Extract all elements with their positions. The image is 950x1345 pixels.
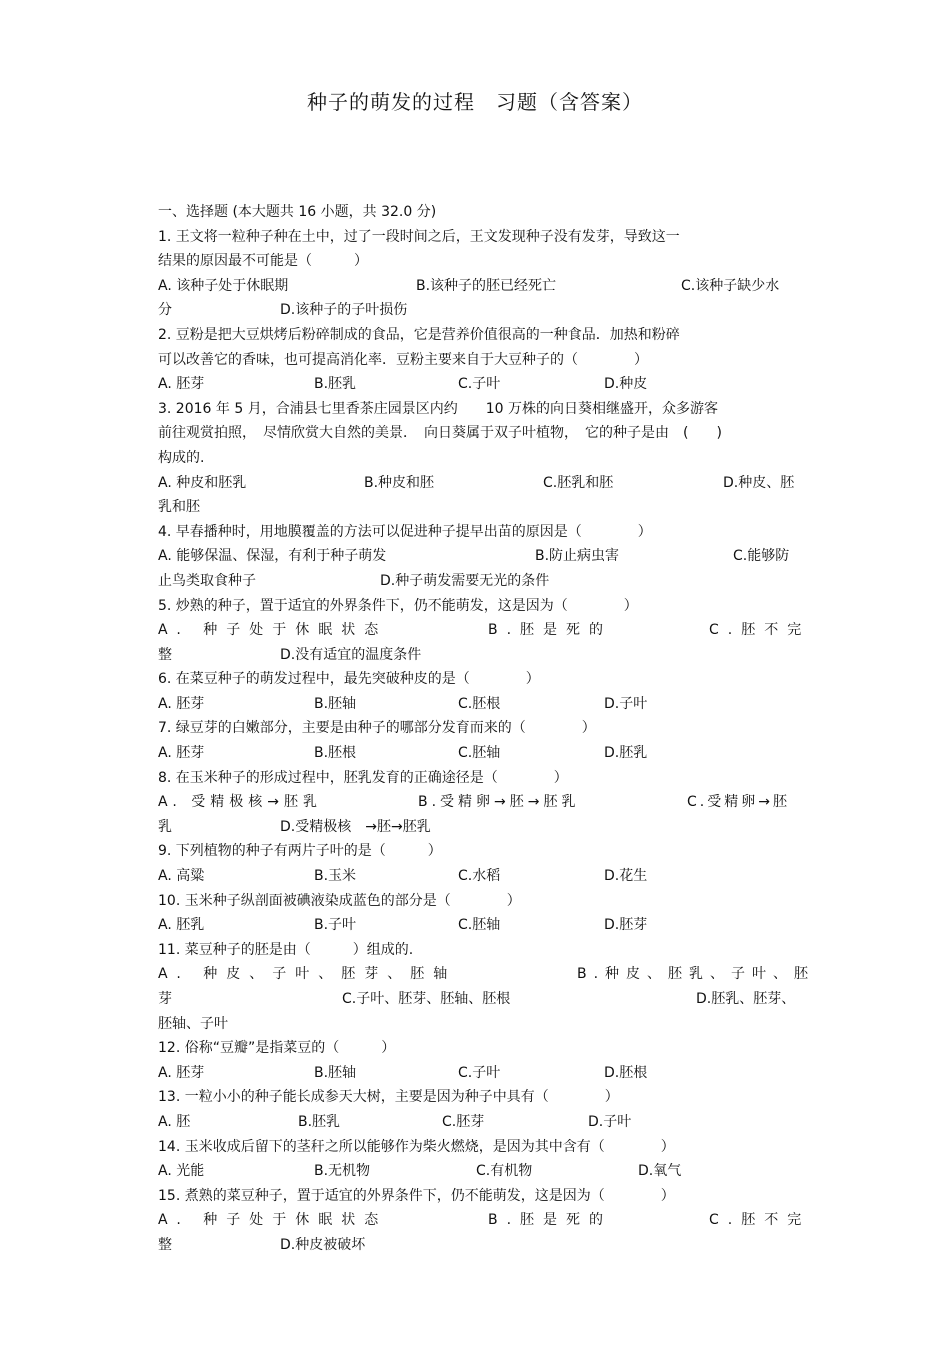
option-continuation: 乳 xyxy=(158,818,172,835)
option-continuation: 整 xyxy=(158,1236,172,1253)
option-a: A. 种子处于休眠状态 xyxy=(158,622,388,639)
option-c: C.该种子缺少水 xyxy=(681,277,780,294)
option-a: A. 受精极核→胚乳 xyxy=(158,794,322,811)
options-row xyxy=(158,1012,794,1037)
option-d: D.花生 xyxy=(604,868,648,885)
question-stem: 前往观赏拍照， 尽情欣赏大自然的美景． 向日葵属于双子叶植物， 它的种子是由 ( ) xyxy=(158,425,722,442)
option-c: C.受精卵→胚 xyxy=(687,794,790,811)
option-c: C.胚轴 xyxy=(458,917,501,934)
option-c: C.水稻 xyxy=(458,868,501,885)
option-c: C.胚根 xyxy=(458,695,501,712)
options-row xyxy=(158,471,794,496)
question-stem: 构成的. xyxy=(158,449,205,466)
option-a: A. 高粱 xyxy=(158,868,205,885)
options-row xyxy=(158,643,794,668)
options-row xyxy=(158,372,794,397)
option-continuation: 分 xyxy=(158,302,172,319)
option-c: C.能够防 xyxy=(733,548,790,565)
question-stem: 1. 王文将一粒种子种在土中，过了一段时间之后，王文发现种子没有发芽，导致这一 xyxy=(158,228,680,245)
option-c: C.胚不完 xyxy=(709,622,811,639)
question-stem: 7. 绿豆芽的白嫩部分，主要是由种子的哪部分发育而来的（ ） xyxy=(158,720,596,737)
option-continuation: 芽 xyxy=(158,991,172,1007)
question-stem: 12. 俗称“豆瓣”是指菜豆的（ ） xyxy=(158,1040,396,1057)
options-row xyxy=(158,495,794,520)
page-title: 种子的萌发的过程 习题（含答案） xyxy=(307,90,643,114)
options-row xyxy=(158,1061,794,1086)
option-a: A. 胚芽 xyxy=(158,745,205,762)
option-d: D.种皮 xyxy=(604,376,648,393)
option-b: B.无机物 xyxy=(314,1163,371,1180)
option-b: B.该种子的胚已经死亡 xyxy=(416,277,557,294)
option-c: C.子叶 xyxy=(458,376,501,393)
option-b: B.胚轴 xyxy=(314,695,357,712)
option-c: C.胚芽 xyxy=(442,1113,485,1130)
option-d: D.胚根 xyxy=(604,1064,648,1081)
option-d: D.氧气 xyxy=(638,1163,682,1180)
option-c: C.有机物 xyxy=(476,1163,533,1180)
option-a: A. 种皮和胚乳 xyxy=(158,474,247,491)
option-a: A. 胚 xyxy=(158,1113,191,1130)
option-b: B.胚轴 xyxy=(314,1064,357,1081)
question-stem: 3. 2016 年 5 月，合浦县七里香茶庄园景区内约 10 万株的向日葵相继盛开，众多游客 xyxy=(158,400,718,417)
question-stem: 6. 在菜豆种子的萌发过程中，最先突破种皮的是（ ） xyxy=(158,671,540,688)
options-row xyxy=(158,544,794,569)
options-row xyxy=(158,962,816,987)
option-b: B.胚乳 xyxy=(314,376,357,393)
question-stem: 2. 豆粉是把大豆烘烤后粉碎制成的食品，它是营养价值很高的一种食品．加热和粉碎 xyxy=(158,326,680,343)
option-continuation: 整 xyxy=(158,646,172,663)
option-a: A. 种皮、子叶、胚芽、胚轴 xyxy=(158,966,457,983)
option-a: A. 该种子处于休眠期 xyxy=(158,277,289,294)
option-d: D.受精极核 →胚→胚乳 xyxy=(280,818,431,835)
option-c: C.胚乳和胚 xyxy=(543,474,614,491)
options-row xyxy=(158,790,794,815)
option-b: B.玉米 xyxy=(314,868,357,885)
option-c: C.子叶、胚芽、胚轴、胚根 xyxy=(342,991,511,1007)
question-stem: 9. 下列植物的种子有两片子叶的是（ ） xyxy=(158,843,442,860)
option-d: D.子叶 xyxy=(588,1113,632,1130)
option-c: C.子叶 xyxy=(458,1064,501,1081)
option-b: B.种皮、胚乳、子叶、胚 xyxy=(577,966,816,983)
option-a: A. 种子处于休眠状态 xyxy=(158,1212,388,1229)
options-row xyxy=(158,1159,794,1184)
question-stem: 结果的原因最不可能是（ ） xyxy=(158,253,368,270)
option-b: B.种皮和胚 xyxy=(364,474,435,491)
options-row xyxy=(158,1208,811,1233)
question-stem: 10. 玉米种子纵剖面被碘液染成蓝色的部分是（ ） xyxy=(158,892,521,909)
option-b: B.受精卵→胚→胚乳 xyxy=(418,794,580,811)
options-row xyxy=(158,569,794,594)
options-row xyxy=(158,987,794,1012)
options-row xyxy=(158,815,794,840)
option-a: A. 胚芽 xyxy=(158,695,205,712)
option-continuation: 乳和胚 xyxy=(158,499,200,516)
option-b: B.子叶 xyxy=(314,917,357,934)
options-row xyxy=(158,1233,794,1258)
option-continuation: 胚轴、子叶 xyxy=(158,1015,228,1032)
option-c: C.胚不完 xyxy=(709,1212,811,1229)
question-stem: 8. 在玉米种子的形成过程中，胚乳发育的正确途径是（ ） xyxy=(158,769,568,786)
option-d: D.没有适宜的温度条件 xyxy=(280,646,422,663)
question-stem: 13. 一粒小小的种子能长成参天大树，主要是因为种子中具有（ ） xyxy=(158,1089,619,1106)
question-stem: 5. 炒熟的种子，置于适宜的外界条件下，仍不能萌发，这是因为（ ） xyxy=(158,597,638,614)
option-a: A. 胚芽 xyxy=(158,1064,205,1081)
option-b: B.胚乳 xyxy=(298,1113,341,1130)
options-row xyxy=(158,864,794,889)
options-row xyxy=(158,913,794,938)
option-b: B.防止病虫害 xyxy=(535,548,620,565)
options-row xyxy=(158,298,794,323)
option-d: D.胚芽 xyxy=(604,917,648,934)
option-b: B.胚是死的 xyxy=(488,1212,613,1229)
option-d: D.种皮被破坏 xyxy=(280,1236,366,1253)
question-stem: 14. 玉米收成后留下的茎秆之所以能够作为柴火燃烧，是因为其中含有（ ） xyxy=(158,1138,675,1155)
option-d: D.该种子的子叶损伤 xyxy=(280,302,408,319)
options-row xyxy=(158,741,794,766)
option-d: D.种皮、胚 xyxy=(723,474,795,491)
option-d: D.子叶 xyxy=(604,695,648,712)
option-continuation: 止鸟类取食种子 xyxy=(158,572,256,589)
option-a: A. 胚乳 xyxy=(158,917,205,934)
option-a: A. 光能 xyxy=(158,1163,205,1180)
option-a: A. 胚芽 xyxy=(158,376,205,393)
option-d: D.胚乳、胚芽、 xyxy=(696,991,796,1007)
question-stem: 11. 菜豆种子的胚是由（ ）组成的. xyxy=(158,941,414,958)
options-row xyxy=(158,1110,794,1135)
options-row xyxy=(158,274,794,299)
options-row xyxy=(158,692,794,717)
option-d: D.胚乳 xyxy=(604,745,648,762)
option-d: D.种子萌发需要无光的条件 xyxy=(380,572,550,589)
option-b: B.胚是死的 xyxy=(488,622,613,639)
option-c: C.胚轴 xyxy=(458,745,501,762)
options-row xyxy=(158,618,811,643)
section-header: 一、选择题 (本大题共 16 小题，共 32.0 分) xyxy=(158,204,437,220)
question-list xyxy=(158,200,816,1258)
question-stem: 4. 早春播种时，用地膜覆盖的方法可以促进种子提早出苗的原因是（ ） xyxy=(158,523,652,540)
question-stem: 可以改善它的香味，也可提高消化率．豆粉主要来自于大豆种子的（ ） xyxy=(158,351,648,368)
option-b: B.胚根 xyxy=(314,745,357,762)
question-stem: 15. 煮熟的菜豆种子，置于适宜的外界条件下，仍不能萌发，这是因为（ ） xyxy=(158,1187,675,1204)
option-a: A. 能够保温、保湿，有利于种子萌发 xyxy=(158,548,387,565)
